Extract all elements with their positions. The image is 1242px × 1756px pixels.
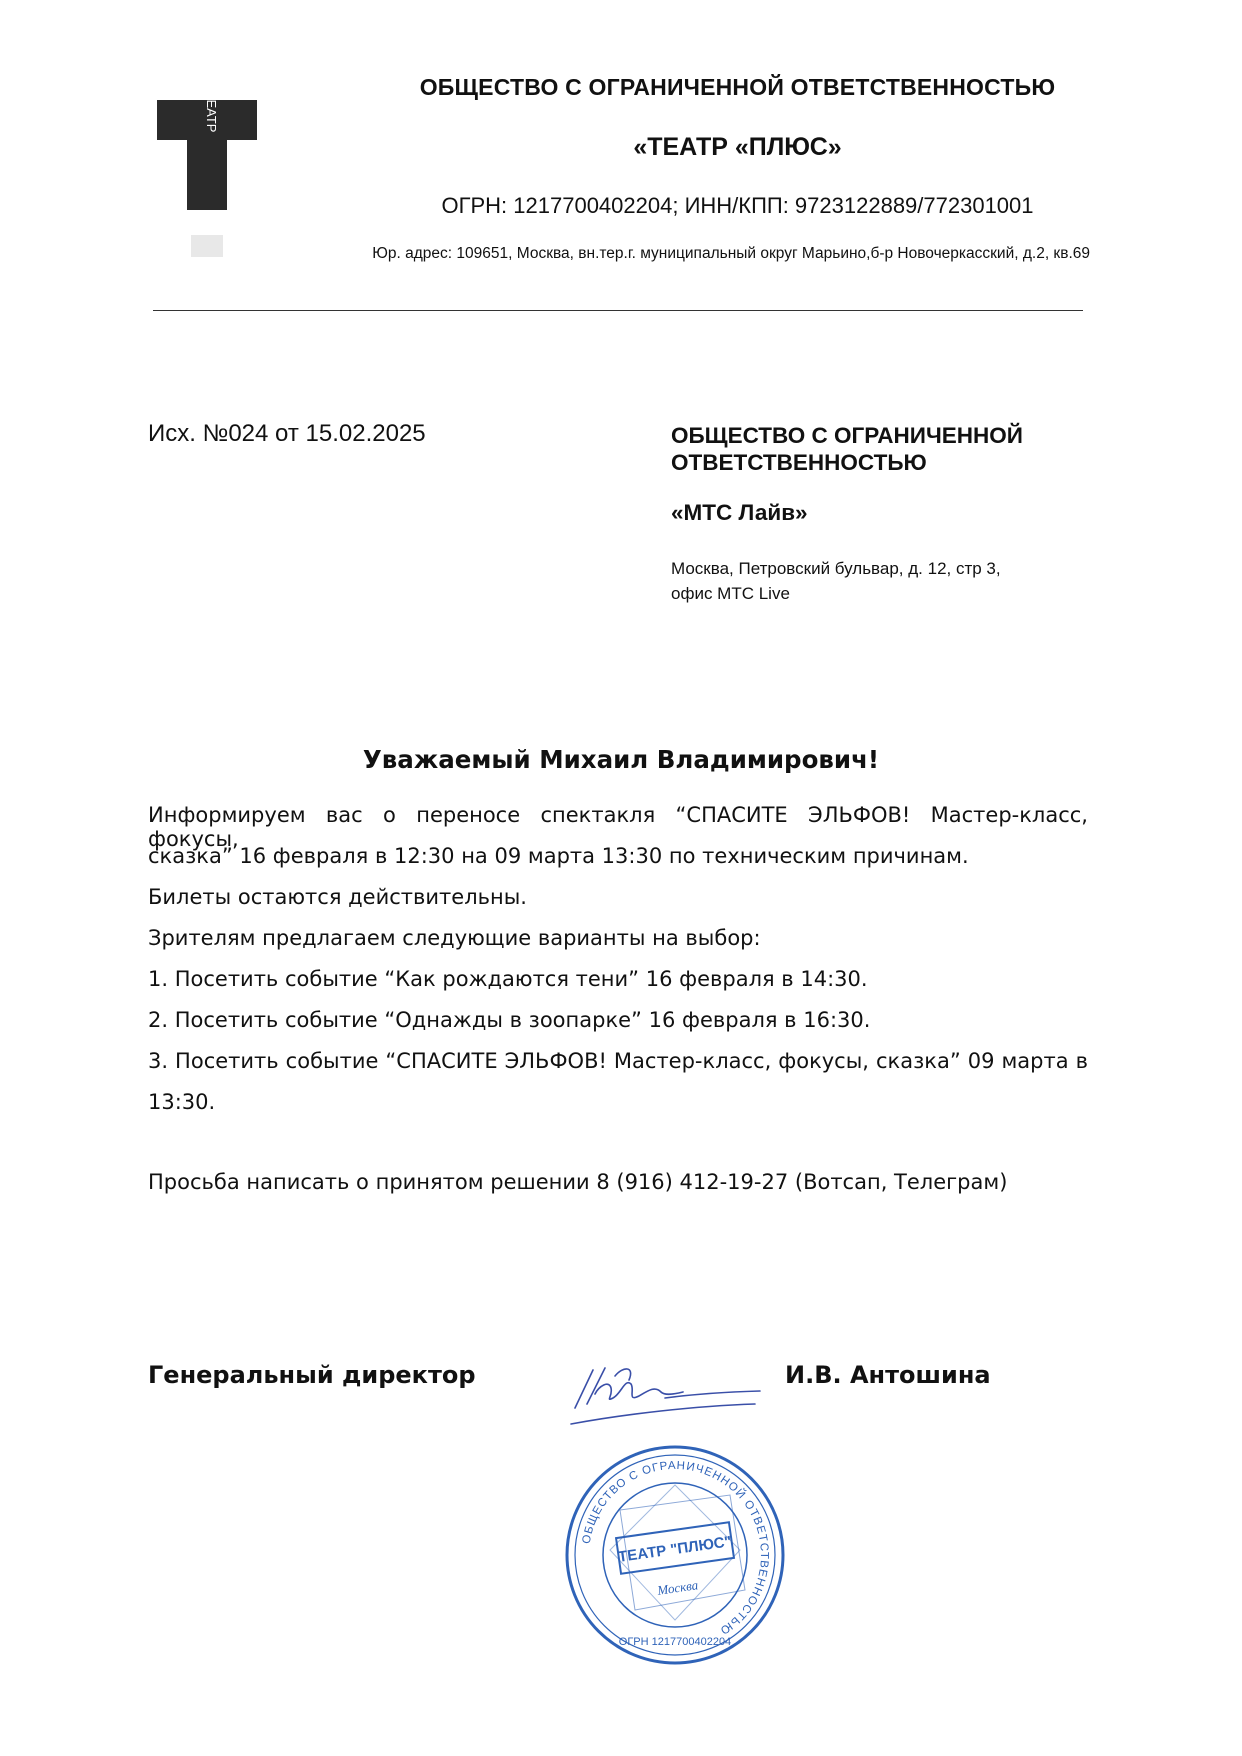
body-line: Зрителям предлагаем следующие варианты на выбор: [148, 926, 761, 950]
signatory-name: И.В. Антошина [785, 1361, 991, 1389]
svg-text:ОБЩЕСТВО С ОГРАНИЧЕННОЙ ОТВЕТС: ОБЩЕСТВО С ОГРАНИЧЕННОЙ ОТВЕТСТВЕННОСТЬЮ [580, 1459, 771, 1637]
outgoing-number: Исх. №024 от 15.02.2025 [148, 420, 426, 447]
addressee-name: «МТС Лайв» [671, 500, 808, 525]
contact-request: Просьба написать о принятом решении 8 (916) 412-19-27 (Вотсап, Телеграм) [148, 1170, 1008, 1194]
legal-address: Юр. адрес: 109651, Москва, вн.тер.г. муниципальный округ Марьино,б-р Новочеркасский, д.2, кв.69 [372, 245, 1090, 262]
body-line: Билеты остаются действительны. [148, 885, 527, 909]
option-item: 2. Посетить событие “Однажды в зоопарке” 16 февраля в 16:30. [148, 1008, 871, 1032]
signatory-position: Генеральный директор [148, 1361, 476, 1389]
company-seal [560, 1440, 790, 1670]
addressee-org-form: ОБЩЕСТВО С ОГРАНИЧЕННОЙ ОТВЕТСТВЕННОСТЬЮ [671, 423, 1023, 475]
org-form-title: ОБЩЕСТВО С ОГРАНИЧЕННОЙ ОТВЕТСТВЕННОСТЬЮ [419, 74, 1056, 100]
handwritten-signature [565, 1358, 765, 1428]
theatre-logo [157, 100, 257, 260]
body-line: сказка” 16 февраля в 12:30 на 09 марта 13:30 по техническим причинам. [148, 844, 969, 868]
option-item: 3. Посетить событие “СПАСИТЕ ЭЛЬФОВ! Мастер-класс, фокусы, сказка” 09 марта в [148, 1049, 1088, 1073]
salutation: Уважаемый Михаил Владимирович! [362, 745, 880, 774]
svg-text:ТЕАТР: ТЕАТР [204, 100, 219, 133]
body-line: 13:30. [148, 1090, 216, 1114]
header-divider [153, 310, 1083, 311]
svg-text:Москва: Москва [656, 1577, 700, 1598]
body-line: Информируем вас о переносе спектакля “СПАСИТЕ ЭЛЬФОВ! Мастер-класс, фокусы, [148, 803, 1088, 851]
addressee-address-line: офис МТС Live [671, 584, 790, 603]
addressee-address-line: Москва, Петровский бульвар, д. 12, стр 3, [671, 559, 1001, 578]
option-item: 1. Посетить событие “Как рождаются тени” 16 февраля в 14:30. [148, 967, 868, 991]
svg-text:ОГРН 1217700402204: ОГРН 1217700402204 [618, 1636, 732, 1648]
registration-numbers: ОГРН: 1217700402204; ИНН/КПП: 9723122889/772301001 [441, 193, 1034, 218]
org-name: «ТЕАТР «ПЛЮС» [633, 133, 842, 161]
svg-text:ТЕАТР "ПЛЮС": ТЕАТР "ПЛЮС" [617, 1533, 733, 1566]
addressee-address [671, 556, 1091, 606]
